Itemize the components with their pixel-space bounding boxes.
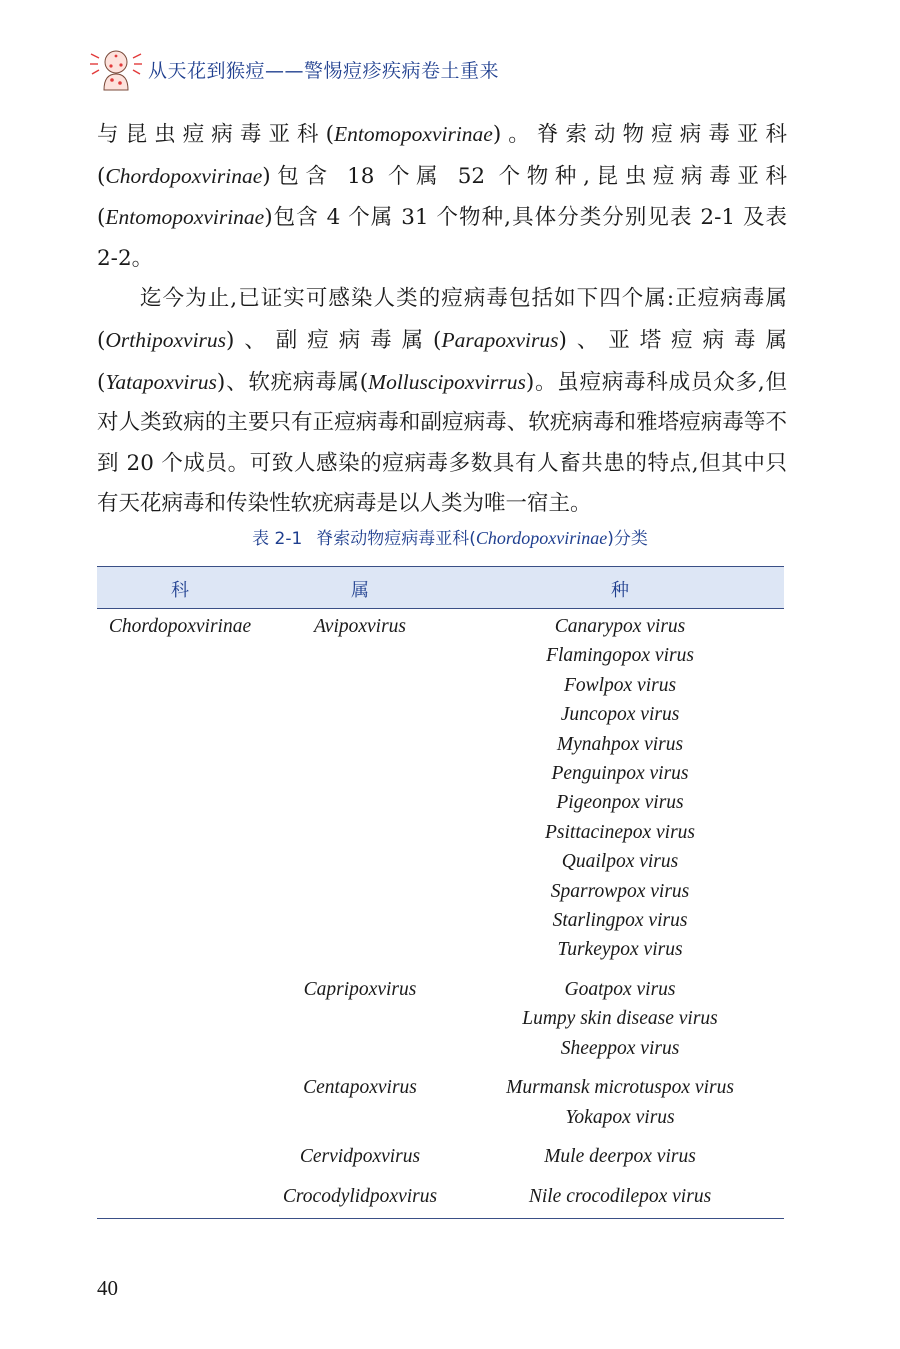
table-header-species: 种 — [611, 580, 629, 601]
table-cell-species: Goatpox virus — [564, 979, 676, 1000]
table-header-row — [97, 566, 784, 609]
table-cell-species: Canarypox virus — [554, 616, 686, 637]
table-cell-species: Flamingopox virus — [546, 645, 694, 667]
taxonomy-table — [97, 566, 784, 1219]
table-cell-species: Turkeypox virus — [557, 939, 683, 961]
table-caption: 表 2-1 脊索动物痘病毒亚科(Chordopoxvirinae)分类 — [252, 528, 648, 549]
table-cell-genus: Cervidpoxvirus — [299, 1146, 421, 1168]
table-cell-species: Starlingpox virus — [552, 910, 688, 931]
table-cell-species: Juncopox virus — [560, 704, 680, 726]
paragraph-2: 迄今为止,已证实可感染人类的痘病毒包括如下四个属:正痘病毒属(Orthipoxvirus)、副痘病毒属(Parapoxvirus)、亚塔痘病毒属(Yatapoxvirus)、软疣病毒属(Molluscipoxvirrus)。虽痘病毒科成员众多,但对人类致病的主要只有正痘病毒和副痘病毒、软疣病毒和雅塔痘病毒等不到 20 个成员。可致人感染的痘病毒多数具有人畜共患的特点,但其中只有天花病毒和传染性软疣病毒是以人类为唯一宿主。 — [97, 286, 787, 517]
body-text — [97, 114, 787, 525]
table-cell-species: Sparrowpox virus — [550, 880, 690, 902]
table-caption-number: 表 2-1 — [252, 529, 303, 549]
table-cell-species: Murmansk microtuspox virus — [506, 1077, 734, 1099]
table-header-family: 科 — [171, 580, 189, 601]
table-header-genus: 属 — [351, 580, 369, 601]
child-face-icon — [88, 42, 144, 92]
table-cell-species: Nile crocodilepox virus — [528, 1186, 712, 1207]
table-cell-genus: Crocodylidpoxvirus — [282, 1186, 438, 1207]
table-cell-genus: Avipoxvirus — [313, 616, 407, 637]
table-cell-species: Pigeonpox virus — [556, 792, 684, 814]
running-header-title: 从天花到猴痘——警惕痘疹疾病卷土重来 — [148, 60, 500, 82]
table-cell-species: Mynahpox virus — [556, 733, 684, 755]
table-cell-species: Quailpox virus — [561, 851, 679, 873]
table-cell-species: Yokapox virus — [565, 1106, 675, 1128]
table-cell-species: Mule deerpox virus — [544, 1146, 696, 1168]
table-cell-genus: Capripoxvirus — [303, 979, 417, 1000]
table-cell-species: Penguinpox virus — [551, 763, 689, 784]
paragraph-1: 与昆虫痘病毒亚科(Entomopoxvirinae)。脊索动物痘病毒亚科(Chordopoxvirinae)包含 18 个属 52 个物种,昆虫痘病毒亚科(Entomopoxvirinae)包含 4 个属 31 个物种,具体分类分别见表 2-1 及表 2-2。 — [97, 122, 788, 271]
table-cell-species: Sheeppox virus — [560, 1037, 680, 1059]
running-header — [88, 42, 808, 92]
table-cell-species: Fowlpox virus — [563, 674, 677, 696]
table-cell-species: Psittacinepox virus — [544, 821, 696, 843]
table-cell-family: Chordopoxvirinae — [108, 616, 252, 637]
page-number: 40 — [97, 1276, 118, 1300]
table-cell-genus: Centapoxvirus — [303, 1077, 417, 1099]
table-cell-species: Lumpy skin disease virus — [522, 1008, 718, 1030]
